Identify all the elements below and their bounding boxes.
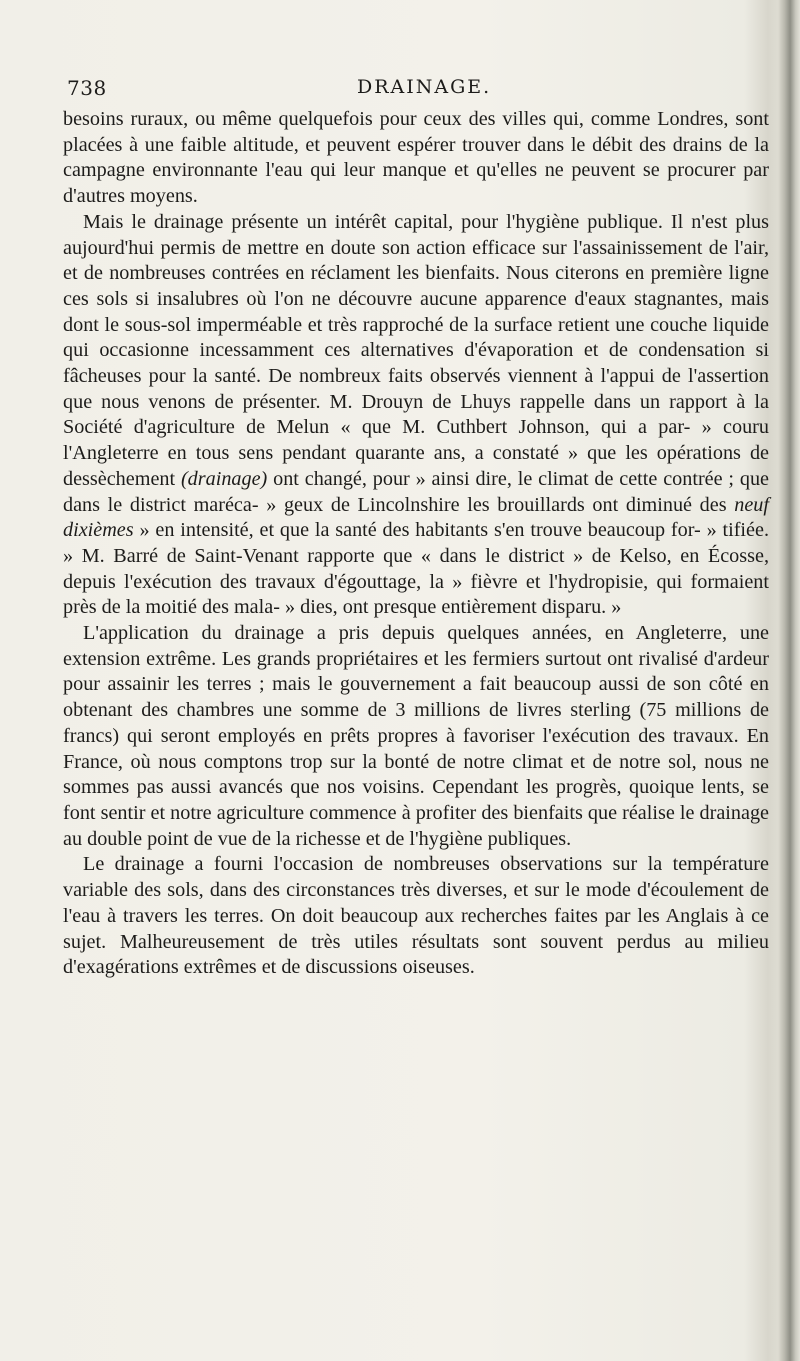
paragraph-2-text-b: ont changé, pour » ainsi dire, le climat de cette contrée ; que dans le district maréca- » geux de Lincolnshire les brouillards ont diminué des [63,467,769,516]
body-text [63,107,769,981]
page-header [67,76,767,106]
paragraph-2-text-a: Mais le drainage présente un intérêt capital, pour l'hygiène publique. Il n'est plus aujourd'hui permis de mettre en doute son action efficace sur l'assainissement de l'air, et de nombreuses contrées en réclament les bienfaits. Nous citerons en première ligne ces sols si insalubres où l'on ne découvre aucune apparence d'eaux stagnantes, mais dont le sous-sol imperméable et très rapproché de la surface retient une couche liquide qui occasionne incessamment ces alternatives d'évaporation et de condensation si fâcheuses pour la santé. De nombreux faits observés viennent à l'appui de l'assertion que nous venons de présenter. M. Drouyn de Lhuys rappelle dans un rapport à la Société d'agriculture de Melun « que M. Cuthbert Johnson, qui a par- » couru l'Angleterre en tous sens pendant quarante ans, a constaté » que les opérations de dessèchement [63,210,769,490]
paragraph-4: Le drainage a fourni l'occasion de nombreuses observations sur la température variable des sols, dans des circonstances très diverses, et sur le mode d'écoulement de l'eau à travers les terres. On doit beaucoup aux recherches faites par les Anglais à ce sujet. Malheureusement de très utiles résultats sont souvent perdus au milieu d'exagérations extrêmes et de discussions oiseuses. [63,853,769,979]
italic-drainage: (drainage) [180,467,268,490]
page-number: 738 [67,76,107,100]
paragraph-2 [63,210,769,621]
page-edge-shadow [778,0,800,1361]
paragraph-3: L'application du drainage a pris depuis quelques années, en Angleterre, une extension extrême. Les grands propriétaires et les fermiers surtout ont rivalisé d'ardeur pour assainir les terres ; mais le gouvernement a fait beaucoup aussi de son côté en obtenant des chambres une somme de 3 millions de livres sterling (75 millions de francs) qui seront employés en prêts propres à favoriser l'exécution des travaux. En France, où nous comptons trop sur la bonté de notre climat et de notre sol, nous ne sommes pas aussi avancés que nos voisins. Cependant les progrès, quoique lents, se font sentir et notre agriculture commence à profiter des bienfaits que réalise le drainage au double point de vue de la richesse et de l'hygiène publiques. [63,622,769,850]
running-head: DRAINAGE. [357,76,492,98]
paragraph-2-text-c: en intensité, et que la santé des habitants s'en trouve beaucoup for- » tifiée. » M. Barré de Saint-Venant rapporte que « dans le district » de Kelso, en Écosse, depuis l'exécution des travaux d'égouttage, la » fièvre et l'hydropisie, qui formaient près de la moitié des mala- » dies, ont presque entièrement disparu. » [63,519,769,619]
paragraph-1: besoins ruraux, ou même quelquefois pour ceux des villes qui, comme Londres, sont placées à une faible altitude, et peuvent espérer trouver dans le débit des drains de la campagne environnante l'eau qui leur manque et qu'elles ne peuvent se procurer par d'autres moyens. [63,108,769,208]
italic-neuf-dixiemes: neuf dixièmes [63,493,770,542]
quote-connector: » [133,519,156,542]
